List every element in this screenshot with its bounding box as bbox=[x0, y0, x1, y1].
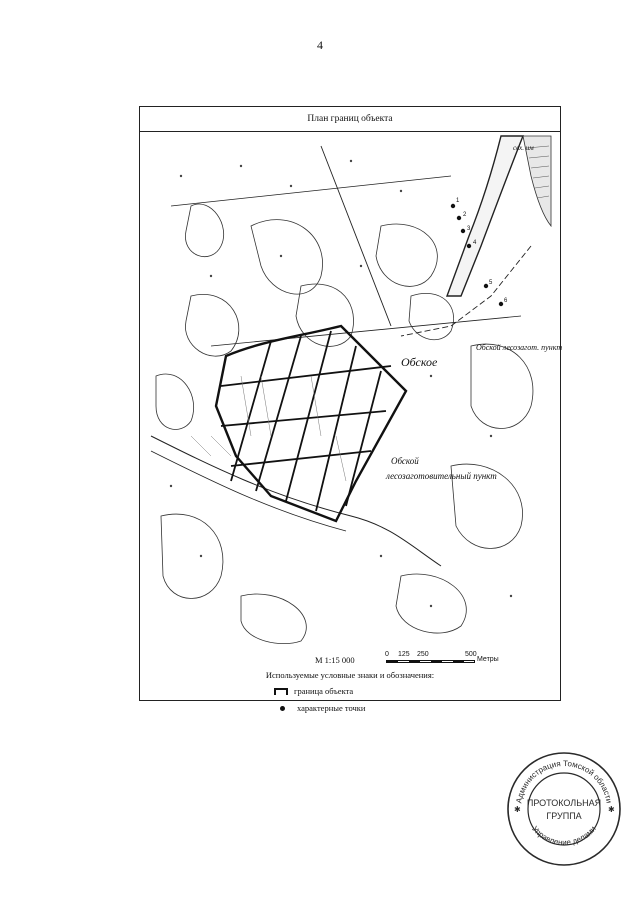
timber-point-label: Обской bbox=[391, 456, 419, 466]
stamp-center-line1: ПРОТОКОЛЬНАЯ bbox=[526, 798, 602, 808]
stamp-star-icon: ✱ bbox=[514, 805, 521, 814]
settlement-label: Обское bbox=[401, 355, 438, 369]
legend-label: характерные точки bbox=[297, 703, 366, 713]
point-number: 6 bbox=[504, 298, 508, 304]
scale-tick: 125 bbox=[398, 651, 410, 658]
point-symbol-icon bbox=[280, 706, 285, 711]
point-number: 5 bbox=[489, 280, 493, 286]
boundary-symbol-icon bbox=[274, 688, 288, 695]
stamp-ring-top: Администрация Томской области bbox=[514, 758, 614, 804]
boundary-map bbox=[151, 136, 563, 648]
timber-point-label: Обской лесозагот. пункт bbox=[476, 343, 563, 352]
scale-tick: 250 bbox=[417, 651, 429, 658]
protocol-stamp bbox=[505, 750, 623, 868]
scale-tick: 500 bbox=[465, 651, 477, 658]
stamp-ring-bottom: Управление делами bbox=[530, 824, 598, 848]
river-label: свх. им bbox=[513, 144, 534, 152]
point-number: 2 bbox=[463, 212, 467, 218]
point-number: 1 bbox=[456, 198, 460, 204]
stamp-center-line2: ГРУППА bbox=[546, 811, 582, 821]
scale-unit: Метры bbox=[477, 656, 499, 663]
timber-point-label: лесозаготовительный пункт bbox=[386, 471, 497, 481]
stamp-star-icon: ✱ bbox=[608, 805, 615, 814]
svg-text:Управление делами bbox=[530, 824, 598, 847]
legend-label: граница объекта bbox=[294, 686, 354, 696]
frame-title: План границ объекта bbox=[140, 107, 560, 132]
page-number: 4 bbox=[317, 38, 323, 52]
point-number: 4 bbox=[473, 240, 477, 246]
scale-label: М 1:15 000 bbox=[315, 655, 355, 665]
legend-title: Используемые условные знаки и обозначения: bbox=[265, 670, 435, 680]
map-frame bbox=[139, 106, 563, 713]
scale-row bbox=[315, 651, 555, 670]
scale-bar bbox=[386, 660, 475, 663]
legend-item-points bbox=[274, 703, 365, 713]
point-number: 3 bbox=[467, 226, 471, 232]
legend-item-border bbox=[274, 686, 353, 696]
scale-tick: 0 bbox=[385, 651, 389, 658]
